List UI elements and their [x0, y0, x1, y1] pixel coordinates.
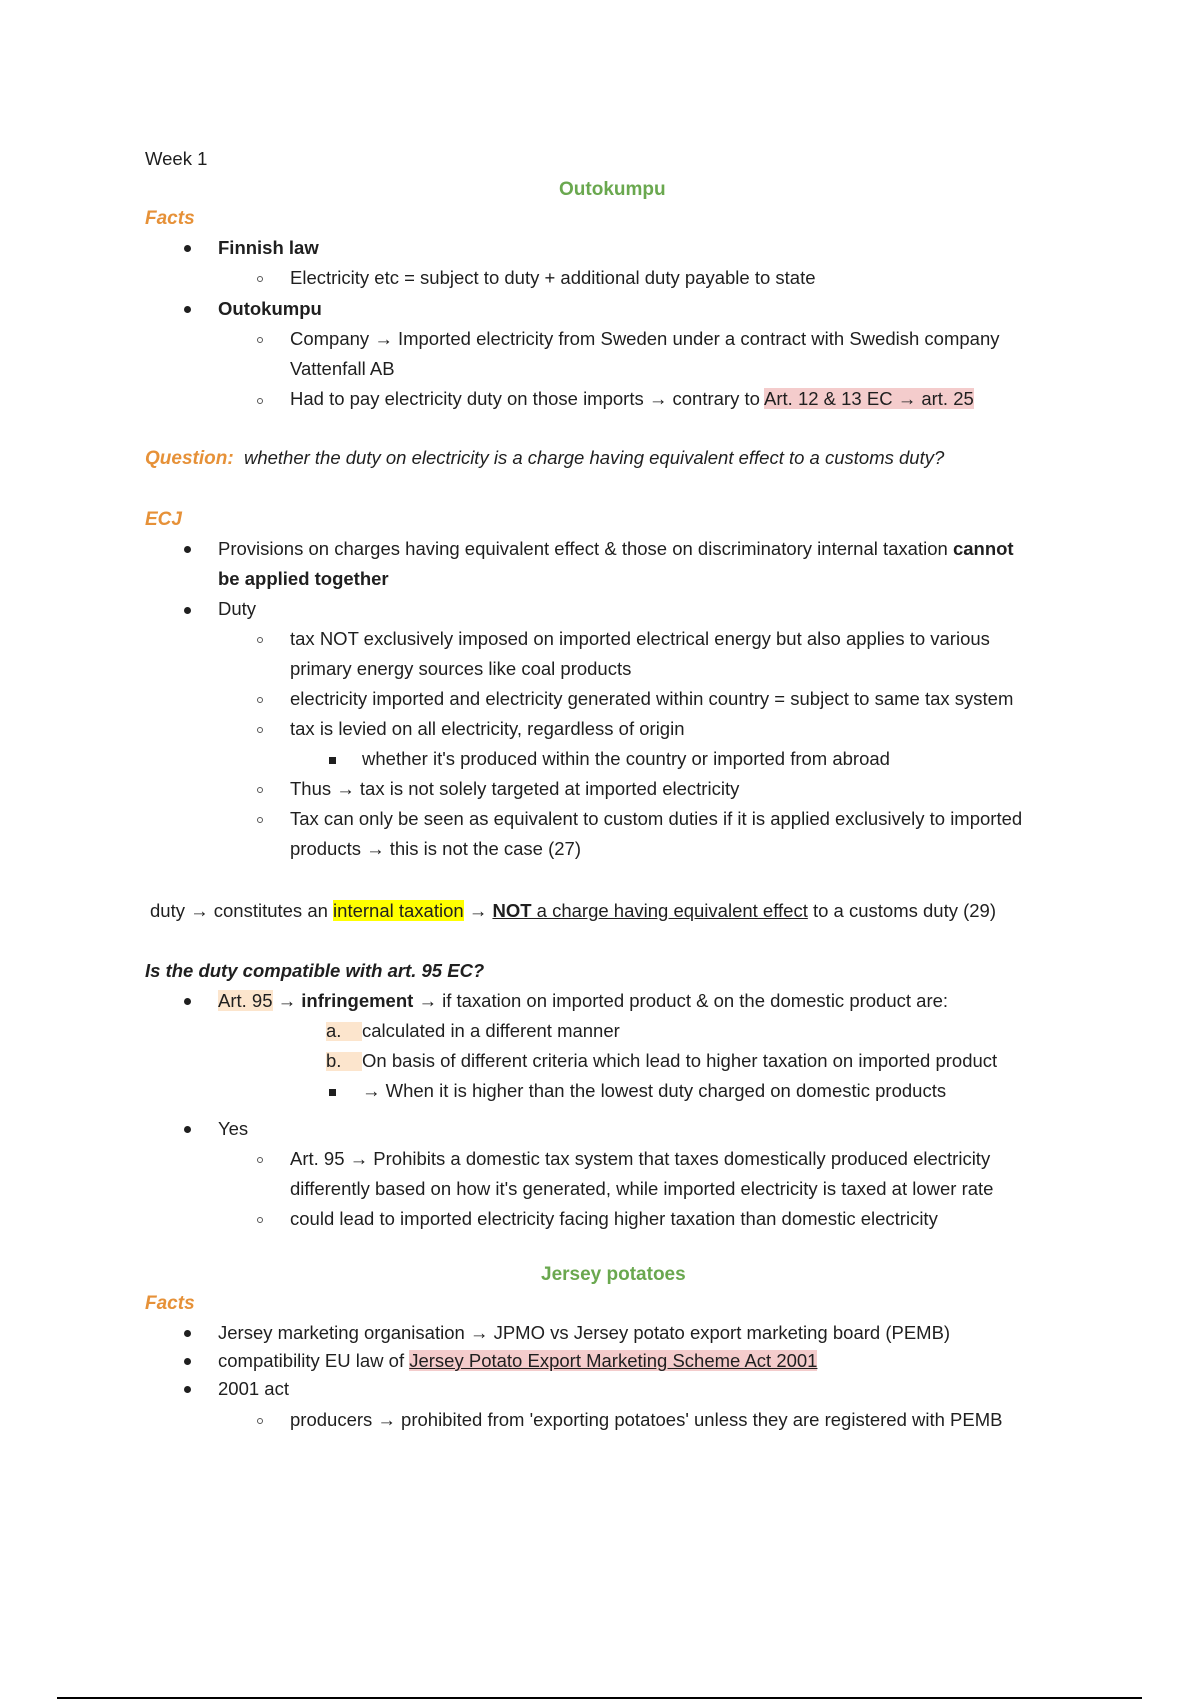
bullet-icon — [184, 306, 191, 313]
bullet-icon — [184, 607, 191, 614]
art95-line — [218, 992, 948, 1011]
ecj-heading: ECJ — [145, 509, 182, 530]
duty-detail-4: Thus → tax is not solely targeted at imported electricity — [290, 778, 740, 799]
conclusion-post: to a customs duty (29) — [807, 900, 997, 921]
circle-bullet-icon — [257, 787, 263, 793]
conclusion-pre: duty → constitutes an — [150, 900, 334, 921]
case-title-jersey: Jersey potatoes — [541, 1264, 686, 1285]
question-label: Question: — [145, 448, 234, 469]
bullet-icon — [184, 245, 191, 252]
list-item-b — [326, 1052, 997, 1071]
duty-item: Duty — [218, 598, 257, 619]
facts-heading: Facts — [145, 208, 195, 229]
provisions-line-2: be applied together — [218, 568, 389, 589]
circle-bullet-icon — [257, 337, 263, 343]
question-line — [145, 449, 944, 468]
company-detail-1b: Vattenfall AB — [290, 358, 395, 379]
conclusion-charge: a charge having equivalent effect — [531, 900, 808, 921]
bullet-icon — [184, 1358, 191, 1365]
internal-taxation-highlight: internal taxation — [333, 900, 464, 921]
square-bullet-icon — [329, 1089, 336, 1096]
company-detail-2 — [290, 390, 974, 409]
company-detail-1: Company → Imported electricity from Sweden under a contract with Swedish company — [290, 328, 1000, 349]
circle-bullet-icon — [257, 1217, 263, 1223]
provisions-line-1 — [218, 540, 1014, 559]
duty-detail-5a: Tax can only be seen as equivalent to custom duties if it is applied exclusively to imported — [290, 808, 1023, 829]
compat-heading: Is the duty compatible with art. 95 EC? — [145, 960, 485, 981]
list-label-b: b. — [326, 1052, 362, 1071]
jersey-item-3: 2001 act — [218, 1378, 289, 1399]
jersey-item-3-sub: producers → prohibited from 'exporting potatoes' unless they are registered with PEMB — [290, 1409, 1003, 1430]
circle-bullet-icon — [257, 1418, 263, 1424]
conclusion-line — [150, 902, 996, 921]
duty-detail-1a: tax NOT exclusively imposed on imported electrical energy but also applies to various — [290, 628, 990, 649]
compat-sub-detail: → When it is higher than the lowest duty charged on domestic products — [362, 1080, 947, 1101]
finnish-law-item: Finnish law — [218, 237, 319, 258]
jersey-act-highlight: Jersey Potato Export Marketing Scheme Act 2001 — [409, 1350, 818, 1371]
outokumpu-item: Outokumpu — [218, 298, 322, 319]
duty-detail-3-sub: whether it's produced within the country or imported from abroad — [362, 748, 890, 769]
square-bullet-icon — [329, 757, 336, 764]
art95-rest: → if taxation on imported product & on the domestic product are: — [413, 990, 949, 1011]
finnish-law-detail: Electricity etc = subject to duty + additional duty payable to state — [290, 267, 816, 288]
provisions-text: Provisions on charges having equivalent effect & those on discriminatory internal taxation — [218, 538, 953, 559]
list-text-b: On basis of different criteria which lead to higher taxation on imported product — [362, 1050, 998, 1071]
bullet-icon — [184, 1330, 191, 1337]
case-title-outokumpu: Outokumpu — [559, 179, 666, 200]
bullet-icon — [184, 546, 191, 553]
art95-highlight: Art. 95 — [218, 990, 273, 1011]
list-text-a: calculated in a different manner — [362, 1020, 620, 1041]
duty-detail-3: tax is levied on all electricity, regardless of origin — [290, 718, 685, 739]
week-label: Week 1 — [145, 148, 208, 169]
yes-detail-2: could lead to imported electricity facing higher taxation than domestic electricity — [290, 1208, 938, 1229]
circle-bullet-icon — [257, 1157, 263, 1163]
duty-detail-1b: primary energy sources like coal products — [290, 658, 632, 679]
duty-detail-5b: products → this is not the case (27) — [290, 838, 581, 859]
company-detail-2-text: Had to pay electricity duty on those imports → contrary to — [290, 388, 765, 409]
circle-bullet-icon — [257, 697, 263, 703]
jersey-item-2-text: compatibility EU law of — [218, 1350, 410, 1371]
provisions-bold: cannot — [952, 538, 1014, 559]
bullet-icon — [184, 1386, 191, 1393]
question-text: whether the duty on electricity is a charge having equivalent effect to a customs duty? — [243, 447, 945, 468]
circle-bullet-icon — [257, 637, 263, 643]
bullet-icon — [184, 998, 191, 1005]
yes-detail-1a: Art. 95 → Prohibits a domestic tax system that taxes domestically produced electricity — [290, 1148, 991, 1169]
conclusion-not: NOT — [492, 900, 532, 921]
list-label-a: a. — [326, 1022, 362, 1041]
art95-arrow: → — [272, 990, 302, 1011]
conclusion-arrow: → — [463, 900, 493, 921]
article-highlight: Art. 12 & 13 EC → art. 25 — [764, 388, 974, 409]
circle-bullet-icon — [257, 727, 263, 733]
circle-bullet-icon — [257, 398, 263, 404]
duty-detail-2: electricity imported and electricity generated within country = subject to same tax system — [290, 688, 1014, 709]
yes-item: Yes — [218, 1118, 249, 1139]
jersey-item-2 — [218, 1352, 817, 1371]
jersey-facts-heading: Facts — [145, 1293, 195, 1314]
yes-detail-1b: differently based on how it's generated, while imported electricity is taxed at lower rate — [290, 1178, 994, 1199]
circle-bullet-icon — [257, 817, 263, 823]
jersey-item-1: Jersey marketing organisation → JPMO vs Jersey potato export marketing board (PEMB) — [218, 1322, 951, 1343]
infringement-text: infringement — [301, 990, 414, 1011]
list-item-a — [326, 1022, 620, 1041]
circle-bullet-icon — [257, 276, 263, 282]
bottom-rule — [57, 1697, 1142, 1699]
bullet-icon — [184, 1126, 191, 1133]
